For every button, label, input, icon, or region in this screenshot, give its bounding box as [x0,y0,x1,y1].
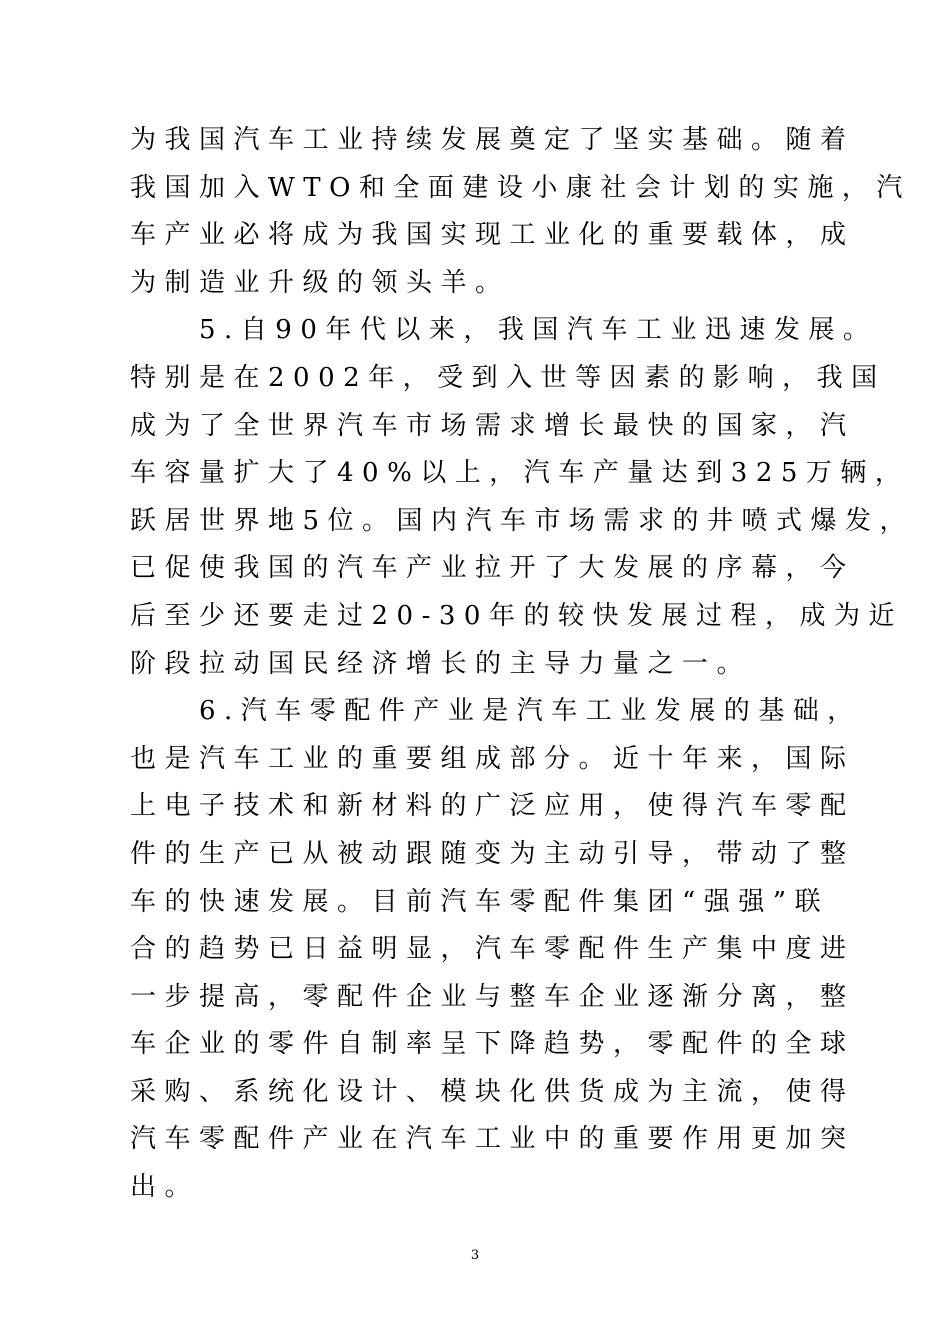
body-text [130,117,915,1212]
text-line: 后至少还要走过20-30年的较快发展过程，成为近 [130,600,903,631]
text-line: 也是汽车工业的重要组成部分。近十年来，国际 [130,743,855,774]
text-line: 我国加入WTO和全面建设小康社会计划的实施，汽 [130,172,911,203]
text-line: 6.汽车零配件产业是汽车工业发展的基础， [130,696,862,727]
text-line: 采购、系统化设计、模块化供货成为主流，使得 [130,1076,855,1107]
text-line: 车的快速发展。目前汽车零配件集团“强强”联 [130,886,830,917]
text-line: 合的趋势已日益明显，汽车零配件生产集中度进 [130,934,855,965]
text-line: 车产业必将成为我国实现工业化的重要载体，成 [130,220,855,251]
text-line: 跃居世界地5位。国内汽车市场需求的井喷式爆发， [130,505,915,536]
text-line: 5.自90年代以来，我国汽车工业迅速发展。 [130,315,878,346]
text-line: 阶段拉动国民经济增长的主导力量之一。 [130,648,752,679]
text-line: 车企业的零件自制率呈下降趋势，零配件的全球 [130,1029,855,1060]
text-line: 汽车零配件产业在汽车工业中的重要作用更加突 [130,1124,855,1155]
text-line: 已促使我国的汽车产业拉开了大发展的序幕，今 [130,553,855,584]
text-line: 上电子技术和新材料的广泛应用，使得汽车零配 [130,791,855,822]
text-line: 出。 [130,1172,200,1203]
text-line: 为制造业升级的领头羊。 [130,267,510,298]
text-line: 件的生产已从被动跟随变为主动引导，带动了整 [130,838,855,869]
text-line: 为我国汽车工业持续发展奠定了坚实基础。随着 [130,125,855,155]
page-number: 3 [470,1248,480,1263]
text-line: 车容量扩大了40%以上，汽车产量达到325万辆， [130,458,910,489]
text-line: 成为了全世界汽车市场需求增长最快的国家，汽 [130,410,855,441]
text-line: 一步提高，零配件企业与整车企业逐渐分离，整 [130,981,855,1012]
text-line: 特别是在2002年，受到入世等因素的影响，我国 [130,362,886,393]
